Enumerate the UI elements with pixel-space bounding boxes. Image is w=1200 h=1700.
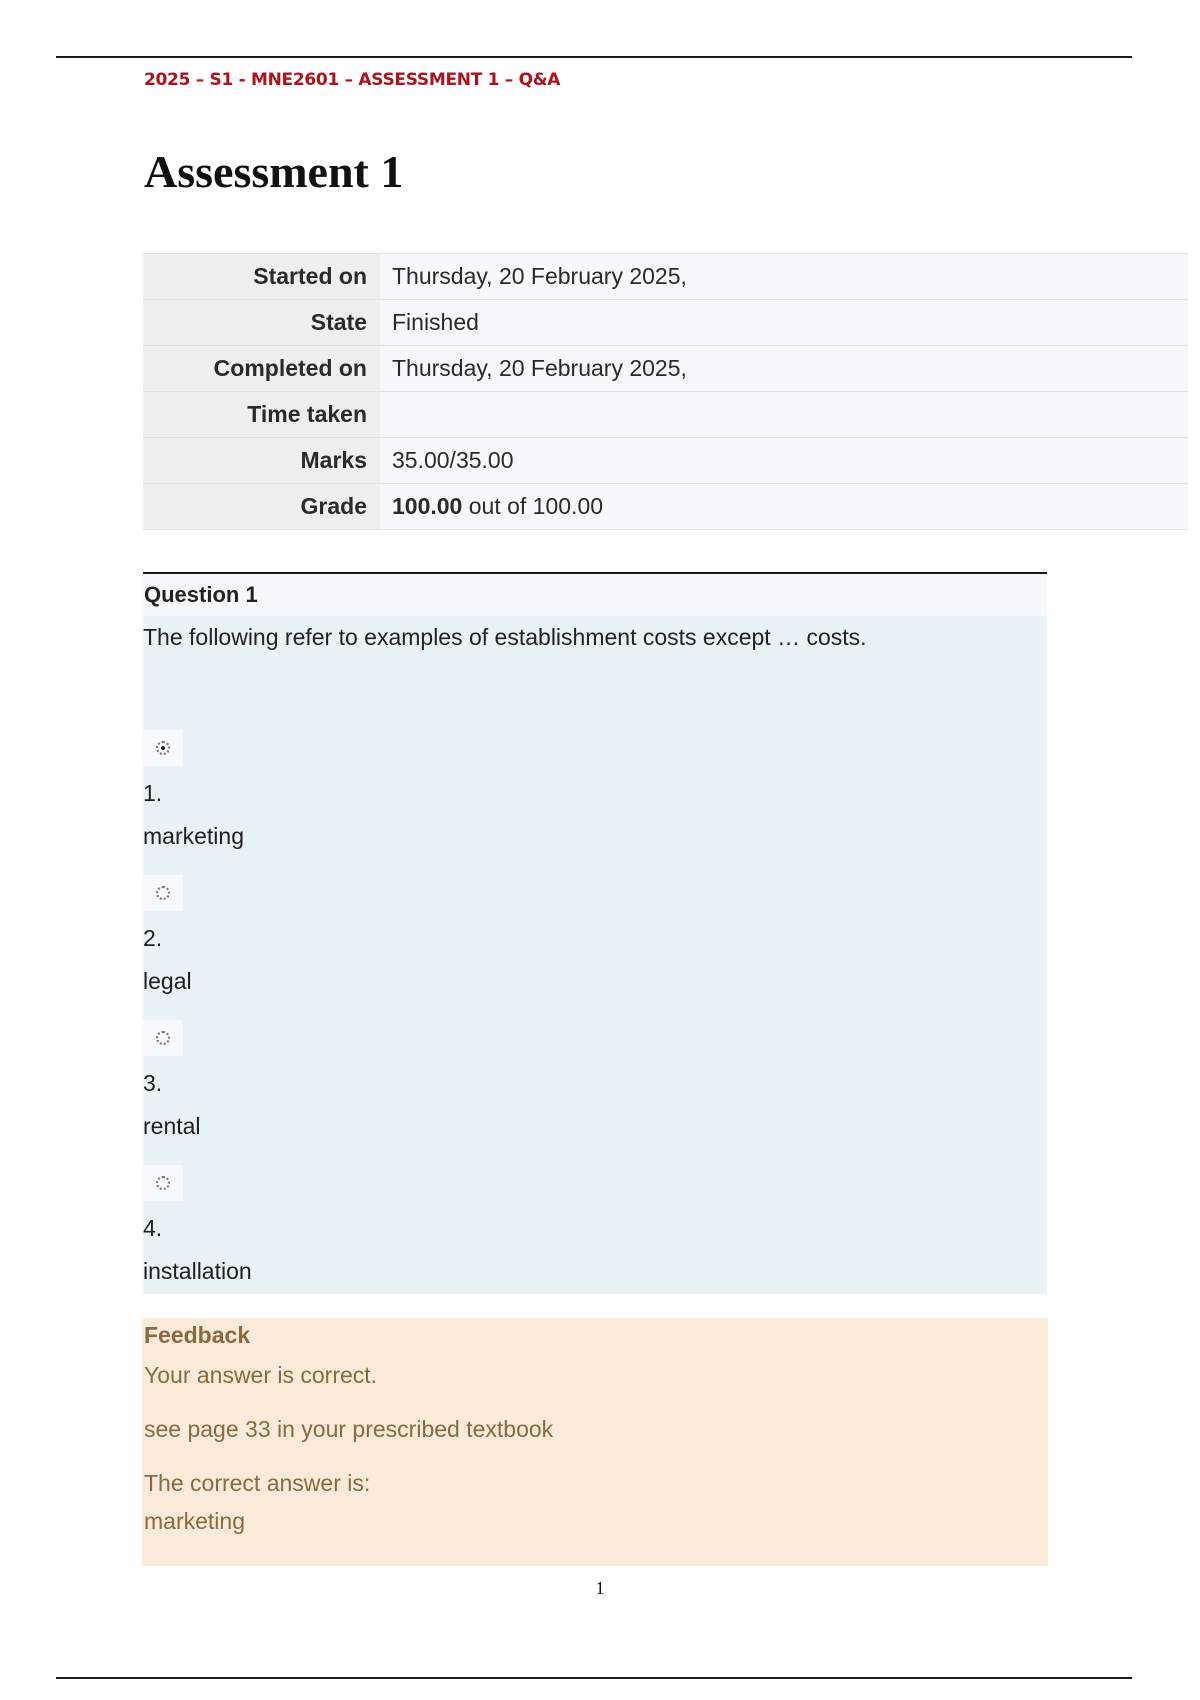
question-text: The following refer to examples of establishment costs except … costs. xyxy=(143,624,867,650)
summary-row-marks xyxy=(143,438,1188,484)
top-rule xyxy=(56,56,1132,58)
answer-option xyxy=(143,875,1047,1020)
page-title: Assessment 1 xyxy=(144,146,404,197)
summary-value xyxy=(380,484,1188,530)
answer-options xyxy=(143,730,1047,1310)
option-number: 4. xyxy=(143,1215,163,1241)
summary-label: Completed on xyxy=(143,346,380,392)
summary-label: Started on xyxy=(143,254,380,300)
summary-label: Time taken xyxy=(143,392,380,438)
summary-row-started xyxy=(143,254,1188,300)
radio-button[interactable] xyxy=(143,1165,183,1201)
summary-row-completed xyxy=(143,346,1188,392)
attempt-summary-table xyxy=(143,253,1188,530)
radio-icon xyxy=(156,1031,170,1045)
grade-value: 100.00 xyxy=(392,493,463,519)
feedback-panel xyxy=(142,1318,1048,1566)
radio-button[interactable] xyxy=(143,1020,183,1056)
summary-row-grade xyxy=(143,484,1188,530)
option-text: rental xyxy=(143,1113,201,1139)
feedback-title: Feedback xyxy=(144,1322,251,1348)
option-text: marketing xyxy=(143,823,244,849)
summary-value: Thursday, 20 February 2025, xyxy=(380,254,1188,300)
page-number: 1 xyxy=(595,1578,605,1598)
radio-icon xyxy=(156,886,170,900)
answer-option xyxy=(143,1020,1047,1165)
option-text: installation xyxy=(143,1258,252,1284)
summary-label: Grade xyxy=(143,484,380,530)
feedback-result: Your answer is correct. xyxy=(144,1362,378,1388)
document-header: 2025 – S1 - MNE2601 – ASSESSMENT 1 – Q&A xyxy=(144,70,561,90)
radio-button[interactable] xyxy=(143,875,183,911)
summary-label: State xyxy=(143,300,380,346)
answer-option xyxy=(143,1165,1047,1310)
feedback-hint: see page 33 in your prescribed textbook xyxy=(144,1416,554,1442)
summary-value: 35.00/35.00 xyxy=(380,438,1188,484)
radio-icon xyxy=(156,1176,170,1190)
question-body xyxy=(143,616,1047,1294)
summary-value: Thursday, 20 February 2025, xyxy=(380,346,1188,392)
correct-answer-label: The correct answer is: xyxy=(144,1470,371,1496)
summary-value: Finished xyxy=(380,300,1188,346)
summary-label: Marks xyxy=(143,438,380,484)
summary-row-time-taken xyxy=(143,392,1188,438)
question-block xyxy=(143,572,1047,1294)
grade-out-of: out of 100.00 xyxy=(462,493,604,519)
radio-selected-icon xyxy=(156,741,170,755)
answer-option xyxy=(143,730,1047,875)
question-title: Question 1 xyxy=(143,574,1047,616)
option-number: 3. xyxy=(143,1070,163,1096)
option-number: 1. xyxy=(143,780,163,806)
summary-row-state xyxy=(143,300,1188,346)
correct-answer-value: marketing xyxy=(144,1508,245,1534)
option-text: legal xyxy=(143,968,192,994)
bottom-rule xyxy=(56,1677,1132,1679)
summary-value xyxy=(380,392,1188,438)
radio-button[interactable] xyxy=(143,730,183,766)
option-number: 2. xyxy=(143,925,163,951)
